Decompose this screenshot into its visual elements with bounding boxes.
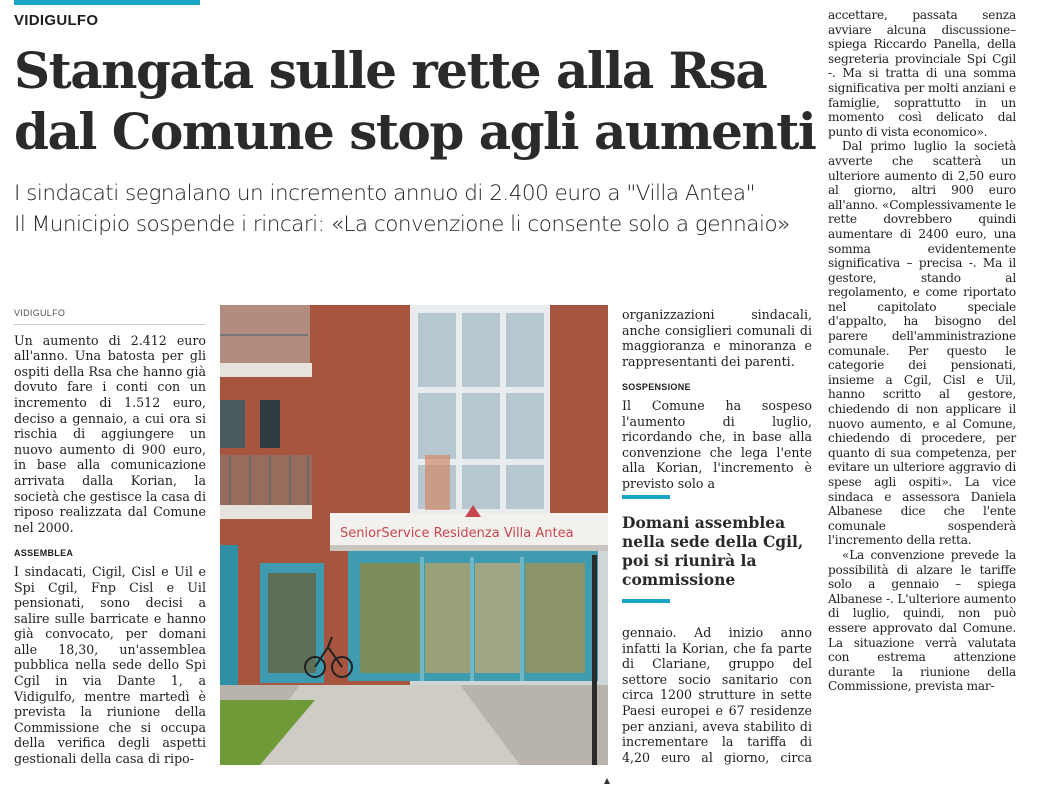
callout-title: Domani assemblea nella sede della Cgil, poi si riunirà la commissione [622, 513, 804, 589]
subheadline [14, 178, 804, 240]
residence-sign: SeniorService Residenza Villa Antea [340, 526, 574, 541]
headline-line-1: Stangata sulle rette alla Rsa [14, 41, 767, 100]
paragraph: organizzazioni sindacali, anche consiglieri comunali di maggioranza e minoranza e rappresentanti dei parenti. [622, 307, 812, 369]
paragraph: Il Comune ha sospeso l'aumento di luglio, ricordando che, in base alla convenzione che lega l'ente alla Korian, l'incremento è previsto solo a [622, 397, 812, 491]
section-label-assemblea: ASSEMBLEA [14, 548, 74, 559]
kicker-location: VIDIGULFO [14, 12, 99, 29]
headline-line-2: dal Comune stop agli aumenti [14, 102, 816, 161]
paragraph: accettare, passata senza avviare alcuna discussione– spiega Riccardo Panella, della segreteria provinciale Spi Cgil -. Ma si tratta di una somma significativa per molti anziani e famiglie, soprattutto in un momento così delicato dal punto di vista economico». [828, 8, 1016, 139]
paragraph: Un aumento di 2.412 euro all'anno. Una batosta per gli ospiti della Rsa che hanno già dovuto fare i conti con un incremento di 1.512 euro, deciso a gennaio, a cui ora si rischia di aggiungere un nuovo aumento di 900 euro, in base alla comunicazione arrivata dalla Korian, la società che gestisce la casa di riposo realizzata dal Comune nel 2000. [14, 332, 206, 535]
article-column-4 [828, 8, 1016, 694]
section-label-sospensione: SOSPENSIONE [622, 382, 691, 393]
callout-rule-top [622, 495, 670, 499]
paragraph: «La convenzione prevede la possibilità di alzare le tariffe solo a gennaio – spiega Albanese -. L'ulteriore aumento di luglio, quindi, non può essere approvato dal Comune. La situazione verrà valutata con estrema attenzione durante la riunione della Commissione, prevista mar- [828, 547, 1016, 694]
paragraph: Dal primo luglio la società avverte che scatterà un ulteriore aumento di 2,50 euro al giorno, altri 900 euro all'anno. «Complessivamente le rette dovrebbero quindi aumentare di 2400 euro, una somma evidentemente significativa – precisa -. Ma il gestore, stando al regolamento, e come riportato nel capitolato speciale d'appalto, ha bisogno del parere dell'amministrazione comunale. Per questo le categorie dei pensionati, insieme a Cgil, Cisl e Uil, hanno scritto al gestore, chiedendo di non applicare il nuovo aumento, e al Comune, chiedendo di procedere, per quanto di sua competenza, per evitare un ulteriore aggravio di spese agli ospiti». La vice sindaca e assessora Daniela Albanese dice che l'ente comunale sospenderà l'incremento della retta. [828, 139, 1016, 548]
pull-quote [622, 495, 812, 603]
article-column-1 [14, 306, 206, 767]
article-column-3 [622, 307, 812, 492]
byline: VIDIGULFO [14, 306, 206, 325]
paragraph: I sindacati, Cigil, Cisl e Uil e Spi Cgil, Fnp Cisl e Uil pensionati, sono decisi a salire sulle barricate e hanno già convocato, per domani alle 18,30, un'assemblea pubblica nella sede dello Spi Cgil in via Dante 1, a Vidigulfo, mentre martedì è prevista la riunione della Commissione che si occupa della verifica degli aspetti gestionali della casa di ripo- [14, 563, 206, 767]
building-illustration [220, 305, 608, 765]
article-column-3-continued [622, 625, 812, 781]
subhead-line-2: Il Municipio sospende i rincari: «La convenzione li consente solo a gennaio» [14, 212, 790, 237]
headline [14, 40, 814, 162]
paragraph: gennaio. Ad inizio anno infatti la Korian, che fa parte di Clariane, gruppo del settore socio sanitario con circa 1200 strutture in sette Paesi europei e 67 residenze per anziani, aveva stabilito di incrementare la tariffa di 4,20 euro al giorno, circa [622, 625, 812, 765]
subhead-line-1: I sindacati segnalano un incremento annuo di 2.400 euro a "Villa Antea" [14, 181, 755, 206]
building-photo [220, 305, 608, 765]
page-bottom-margin [0, 766, 1046, 786]
callout-rule-bottom [622, 599, 670, 603]
accent-bar [14, 0, 200, 5]
